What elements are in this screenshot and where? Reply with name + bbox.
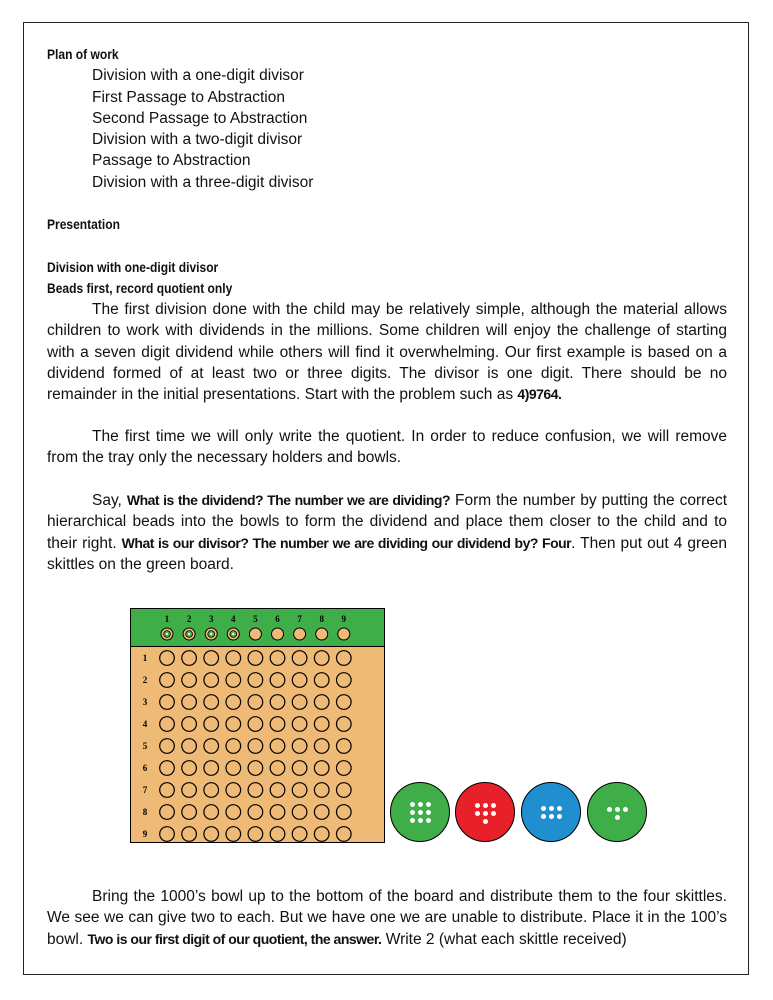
bead-hole [337, 717, 352, 732]
bead-hole [204, 695, 219, 710]
skittle-head [210, 633, 212, 635]
bead-hole [182, 673, 197, 688]
bead-hole [292, 827, 307, 842]
bead-hole [182, 761, 197, 776]
bead [483, 819, 488, 824]
plan-item: Passage to Abstraction [92, 152, 251, 170]
bead [475, 803, 480, 808]
bead-hole [182, 651, 197, 666]
column-number: 2 [186, 614, 192, 624]
plan-item: Division with a two-digit divisor [92, 131, 303, 149]
bead-hole [160, 827, 175, 842]
bead-hole [337, 805, 352, 820]
bead-hole [270, 695, 285, 710]
bead-hole [337, 673, 352, 688]
plan-item: First Passage to Abstraction [92, 88, 285, 106]
row-number: 8 [142, 807, 148, 817]
plan-item: Division with a one-digit divisor [92, 67, 304, 85]
bead [410, 818, 415, 823]
skittle-hole [316, 628, 328, 640]
skittle-hole [249, 628, 261, 640]
bead-hole [204, 651, 219, 666]
plan-heading: Plan of work [47, 46, 119, 62]
board-grid [131, 609, 386, 844]
row-number: 3 [142, 697, 148, 707]
column-number: 7 [297, 614, 302, 624]
bead-hole [204, 761, 219, 776]
plan-item: Division with a three-digit divisor [92, 173, 314, 191]
bead [623, 807, 628, 812]
tens-bowl [521, 782, 581, 842]
bead-hole [292, 673, 307, 688]
bead-hole [270, 761, 285, 776]
bead-hole [314, 805, 329, 820]
bead-hole [182, 695, 197, 710]
bead [426, 810, 431, 815]
bead-hole [314, 827, 329, 842]
bead-hole [160, 805, 175, 820]
skittle-head [232, 633, 234, 635]
bead-hole [204, 783, 219, 798]
bead-hole [248, 673, 263, 688]
paragraph-4 [47, 886, 727, 950]
bead-hole [160, 739, 175, 754]
bead [615, 807, 620, 812]
column-number: 8 [319, 614, 324, 624]
bead-hole [160, 761, 175, 776]
bead-hole [226, 761, 241, 776]
bead-hole [337, 695, 352, 710]
skittle-head [188, 633, 190, 635]
p3-c: Form the number by putting the correct hierarchical beads into the bowls to form the dividend and place them closer to the child and to their right. [47, 492, 728, 552]
bead-hole [314, 761, 329, 776]
bead [491, 803, 496, 808]
bead-hole [337, 651, 352, 666]
bead-hole [314, 651, 329, 666]
column-number: 6 [275, 614, 280, 624]
column-number: 9 [341, 614, 347, 624]
hundreds-bowl [455, 782, 515, 842]
bead-hole [270, 783, 285, 798]
bead [541, 806, 546, 811]
bead [615, 815, 620, 820]
bead-hole [248, 827, 263, 842]
p2-text: The first time we will only write the quotient. In order to reduce confusion, we will remove from the tray only the necessary holders and bowls. [47, 428, 727, 467]
bead-hole [270, 717, 285, 732]
skittle-hole [272, 628, 284, 640]
plan-item: Second Passage to Abstraction [92, 109, 308, 127]
bead-hole [226, 673, 241, 688]
p3-a: Say, [92, 492, 127, 509]
bead-hole [226, 827, 241, 842]
bead-hole [337, 739, 352, 754]
bead [491, 811, 496, 816]
p4-c: Write 2 (what each skittle received) [381, 930, 627, 948]
bead [426, 818, 431, 823]
p1-text: The first division done with the child may be relatively simple, although the material allows children to work with dividends in the millions. Some children will enjoy the challenge of starting with a seven digit dividend while others will find it overwhelming. Our first example is based on a dividend formed of at least two or three digits. The divisor is one digit. There should be no remainder in the initial presentations. Start with the problem such as [47, 301, 727, 404]
bead [557, 814, 562, 819]
bead [426, 802, 431, 807]
bead-hole [292, 783, 307, 798]
presentation-section [47, 214, 727, 235]
bead-hole [204, 673, 219, 688]
row-number: 1 [142, 653, 148, 663]
bead-hole [337, 827, 352, 842]
bead [549, 814, 554, 819]
bead-hole [270, 673, 285, 688]
bead [483, 803, 488, 808]
bead-hole [160, 695, 175, 710]
row-number: 6 [142, 763, 148, 773]
column-number: 5 [253, 614, 258, 624]
row-number: 7 [142, 785, 148, 795]
bead [418, 802, 423, 807]
row-number: 2 [142, 675, 148, 685]
units-bowl [587, 782, 647, 842]
bead-hole [248, 717, 263, 732]
bead-hole [314, 717, 329, 732]
bead-hole [226, 695, 241, 710]
bead [541, 814, 546, 819]
thousands-bowl [390, 782, 450, 842]
bead-hole [226, 651, 241, 666]
bead-hole [314, 739, 329, 754]
bead-hole [182, 827, 197, 842]
bead-hole [182, 783, 197, 798]
plan-list [47, 65, 727, 193]
bead [410, 802, 415, 807]
bead-hole [204, 717, 219, 732]
bead-hole [292, 805, 307, 820]
bead-hole [160, 783, 175, 798]
bead-hole [182, 805, 197, 820]
p4-answer: Two is our first digit of our quotient, the answer. [87, 930, 382, 947]
skittle-hole [294, 628, 306, 640]
bead-hole [204, 739, 219, 754]
bead-hole [248, 805, 263, 820]
bead [483, 811, 488, 816]
bead-hole [204, 827, 219, 842]
bead [607, 807, 612, 812]
row-number: 5 [142, 741, 148, 751]
row-number: 9 [142, 829, 148, 839]
section-headings [47, 257, 727, 300]
paragraph-2 [47, 426, 727, 469]
bead-hole [226, 717, 241, 732]
bead-hole [337, 761, 352, 776]
example-problem: 4)9764. [517, 386, 562, 403]
bead-hole [337, 783, 352, 798]
presentation-heading: Presentation [47, 216, 120, 232]
bead-hole [270, 739, 285, 754]
bead-hole [204, 805, 219, 820]
p4-a: Bring the 1000’s bowl up to the bottom of the board and distribute them to the four skittles. We see we can give two to each. But we have one we are unable to distribute. Place it in the 100’s bowl. [47, 888, 727, 948]
paragraph-1 [47, 299, 727, 405]
bead-hole [160, 717, 175, 732]
bead-hole [270, 805, 285, 820]
bead-hole [292, 717, 307, 732]
bead [549, 806, 554, 811]
p3-question-divisor: What is our divisor? The number we are dividing our dividend by? Four [121, 534, 572, 551]
bead-hole [160, 651, 175, 666]
bead-hole [248, 739, 263, 754]
bead-hole [292, 739, 307, 754]
bead [418, 818, 423, 823]
paragraph-3 [47, 490, 727, 575]
bead-hole [270, 651, 285, 666]
bead-hole [314, 673, 329, 688]
column-number: 3 [208, 614, 214, 624]
bead-hole [292, 695, 307, 710]
bead-hole [248, 761, 263, 776]
row-number: 4 [142, 719, 148, 729]
bead [410, 810, 415, 815]
p3-question-dividend: What is the dividend? The number we are dividing? [126, 492, 451, 508]
bead-hole [270, 827, 285, 842]
p3-e: . Then put out 4 green skittles on the green board. [47, 534, 727, 573]
bead [418, 810, 423, 815]
bead-hole [226, 739, 241, 754]
bead [557, 806, 562, 811]
column-number: 4 [231, 614, 236, 624]
bead-hole [226, 805, 241, 820]
column-number: 1 [164, 614, 170, 624]
plan-section [47, 44, 727, 193]
bead-hole [182, 739, 197, 754]
bead-hole [248, 783, 263, 798]
section-heading: Division with one-digit divisor [47, 259, 219, 275]
bead-hole [314, 783, 329, 798]
section-subheading: Beads first, record quotient only [47, 280, 233, 297]
division-board [130, 608, 385, 843]
bead-hole [292, 761, 307, 776]
skittle-head [166, 633, 168, 635]
bead-hole [182, 717, 197, 732]
bead-hole [292, 651, 307, 666]
skittle-hole [338, 628, 350, 640]
bead-hole [248, 651, 263, 666]
bead-hole [226, 783, 241, 798]
bead-hole [160, 673, 175, 688]
bead [475, 811, 480, 816]
bead-hole [314, 695, 329, 710]
bead-hole [248, 695, 263, 710]
